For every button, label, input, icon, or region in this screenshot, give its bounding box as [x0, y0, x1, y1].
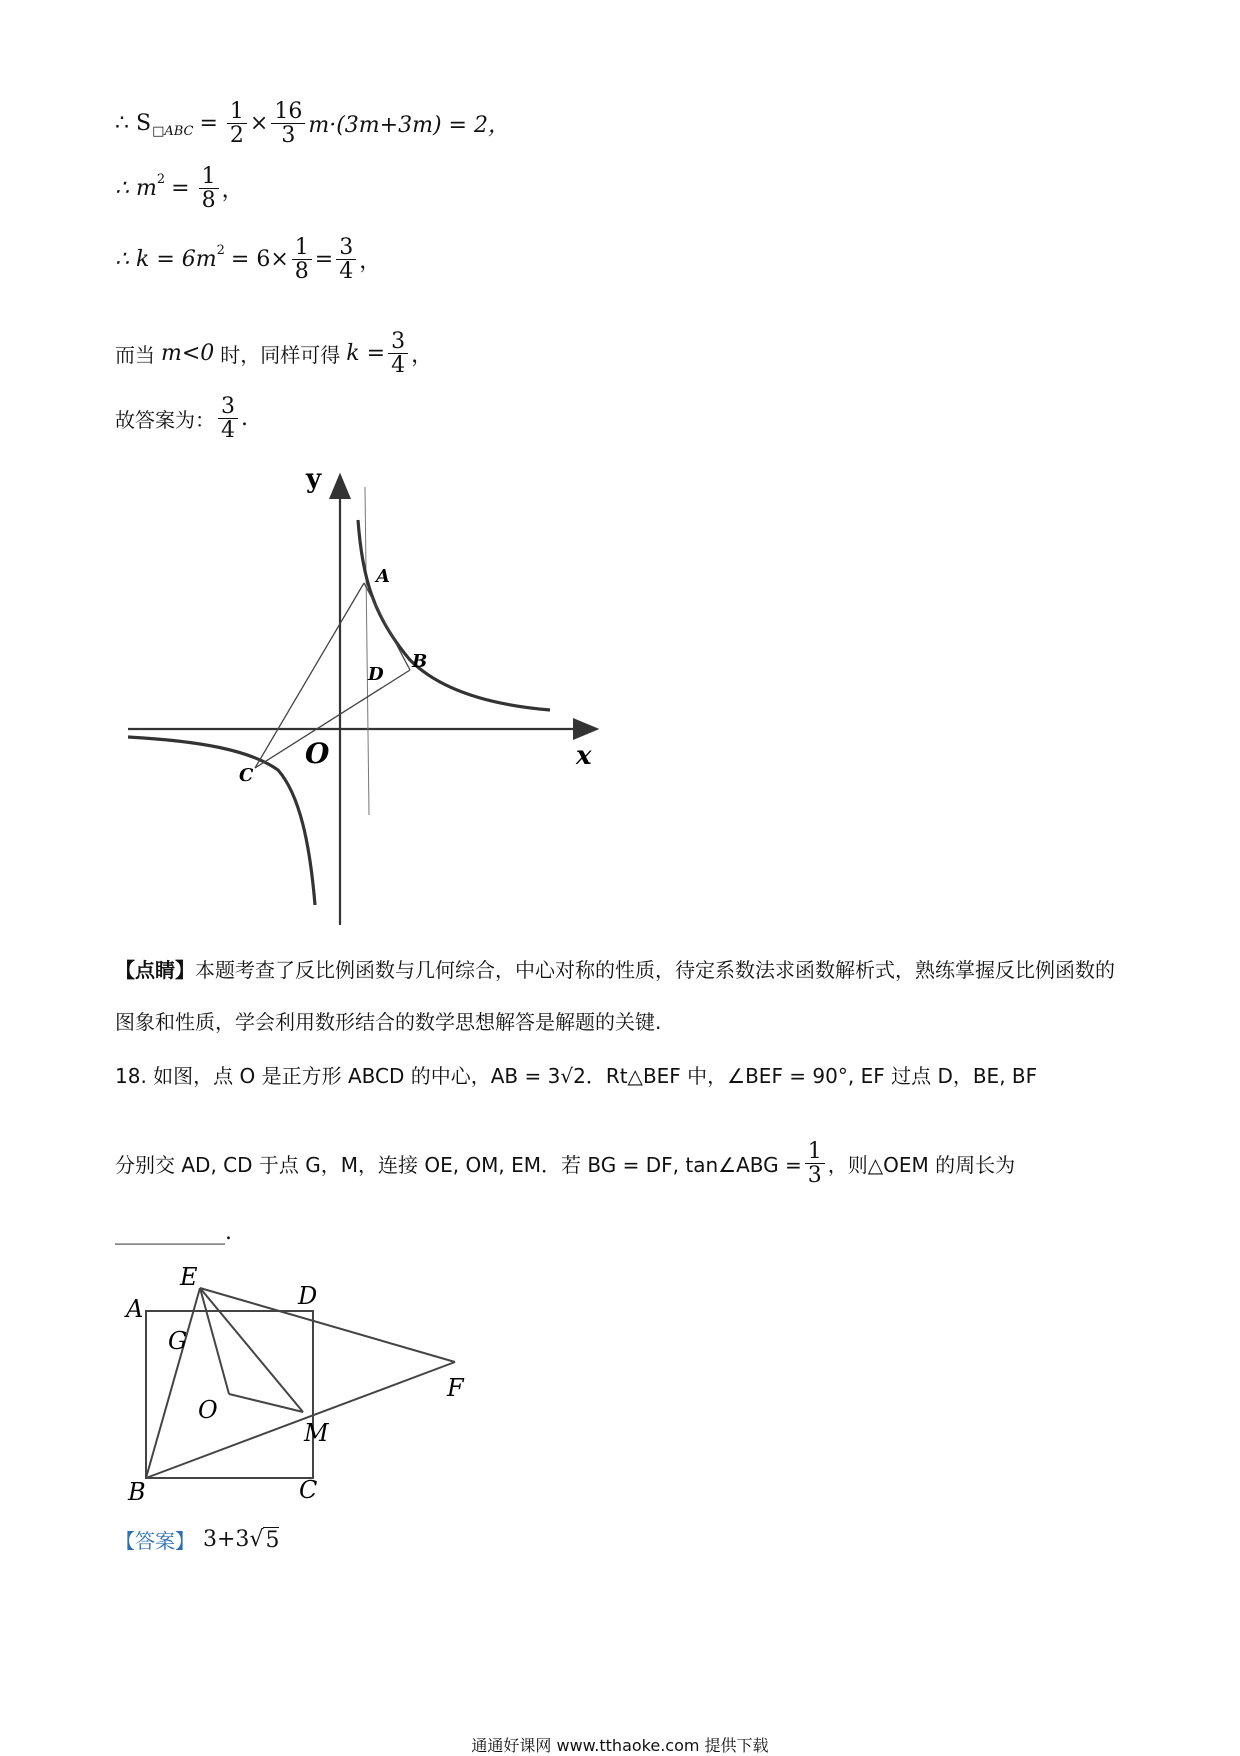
denominator: 8 [201, 188, 216, 214]
fraction [218, 395, 238, 442]
segment-ef [200, 1288, 455, 1362]
answer-line [115, 1525, 279, 1554]
text: 而当 [115, 343, 155, 368]
area-symbol: ∴ S [115, 111, 152, 137]
equals-sign: = [171, 176, 190, 202]
hyperbola-graph [110, 465, 610, 935]
denominator: 8 [294, 259, 309, 285]
answer-blank: __________. [115, 1220, 232, 1245]
tail: . [241, 406, 248, 432]
label-o: O [198, 1396, 218, 1424]
label-c: C [299, 1476, 318, 1504]
segment-ab [364, 583, 410, 670]
page-footer: 通通好课网 www.tthaoke.com 提供下载 [471, 1736, 769, 1755]
label-d: D [298, 1282, 318, 1310]
equals-sign: = [199, 111, 218, 137]
comment-paragraph [115, 944, 1125, 1048]
numerator: 1 [805, 1140, 825, 1164]
answer-blank-line [115, 1220, 232, 1245]
numerator: 16 [271, 100, 305, 124]
point-a-label: A [376, 566, 390, 587]
hyperbola-branch-left [128, 737, 315, 905]
answer-intro: 故答案为： [115, 408, 215, 433]
segment-be [146, 1288, 200, 1478]
comment-text: 本题考查了反比例函数与几何综合，中心对称的性质，待定系数法求函数解析式，熟练掌握反比例函数的图象和性质，学会利用数形结合的数学思想解答是解题的关键. [115, 958, 1115, 1034]
solution-line-2 [115, 165, 244, 212]
x-label: x [576, 741, 592, 771]
m-expression: ∴ m [115, 176, 157, 202]
tail: ， [221, 178, 244, 204]
point-d-label: D [368, 664, 384, 685]
tail: ， [411, 343, 434, 369]
label-b: B [128, 1478, 146, 1505]
fraction [199, 165, 219, 212]
m-condition: m<0 [161, 341, 215, 367]
problem-text: 18. 如图，点 O 是正方形 ABCD 的中心，AB = 3√2．Rt△BEF 中，∠BEF = 90°, EF 过点 D，BE, BF [115, 1064, 1038, 1088]
fraction [271, 100, 305, 147]
numerator: 3 [388, 330, 408, 354]
point-b-label: B [412, 651, 428, 672]
k-expression: ∴ k = 6m [115, 247, 217, 273]
solution-line-1 [115, 100, 510, 147]
text: 时，同样可得 [220, 343, 341, 368]
numerator: 3 [218, 395, 238, 419]
denominator: 4 [391, 353, 406, 379]
label-g: G [168, 1327, 188, 1355]
answer-value: 3+3 [203, 1527, 250, 1552]
solution-line-3 [115, 236, 381, 283]
label-f: F [447, 1374, 464, 1402]
denominator: 4 [221, 418, 235, 444]
label-m: M [304, 1419, 329, 1447]
problem-text: 分别交 AD, CD 于点 G，M，连接 OE, OM, EM．若 BG = DF, tan∠ABG = [115, 1153, 802, 1178]
hyperbola-branch-right [358, 520, 550, 710]
fraction [227, 100, 247, 147]
problem-text: ，则△OEM 的周长为 [827, 1153, 1016, 1178]
denominator: 3 [281, 123, 296, 149]
numerator: 1 [292, 236, 312, 260]
problem-18-line-1 [115, 1050, 1125, 1102]
numerator: 3 [336, 236, 356, 260]
times-sign: × [249, 111, 269, 137]
k-expression: k = [346, 341, 386, 367]
segment-om [229, 1394, 303, 1412]
point-c-label: C [239, 765, 254, 786]
expression-rest: m·(3m+3m) = 2， [308, 113, 510, 139]
tail: ， [359, 249, 382, 275]
fraction [805, 1140, 825, 1187]
vertical-line [365, 487, 369, 815]
answer-tag: 【答案】 [115, 1529, 195, 1553]
y-label: y [306, 465, 322, 494]
solution-line-4 [115, 330, 433, 377]
fraction [292, 236, 312, 283]
mid-expression: = 6× [230, 247, 289, 273]
segment-em [200, 1288, 303, 1412]
area-subscript: □ABC [152, 124, 194, 140]
sqrt-symbol: √ [249, 1527, 264, 1552]
label-a: A [126, 1295, 144, 1323]
fraction [336, 236, 356, 283]
origin-label: O [305, 737, 330, 770]
exponent: 2 [216, 243, 225, 259]
denominator: 4 [339, 259, 354, 285]
segment-cb [255, 670, 410, 768]
exponent: 2 [156, 172, 166, 188]
sqrt-radicand: 5 [265, 1527, 280, 1553]
fraction [388, 330, 408, 377]
problem-18-line-2 [115, 1140, 1015, 1187]
label-e: E [180, 1263, 198, 1291]
equals-sign: = [314, 247, 334, 273]
segment-bf [146, 1362, 455, 1478]
denominator: 3 [807, 1163, 822, 1189]
square-figure [110, 1255, 490, 1505]
comment-tag: 【点睛】 [115, 958, 195, 982]
numerator: 1 [199, 165, 219, 189]
solution-line-5 [115, 395, 248, 442]
numerator: 1 [227, 100, 247, 124]
denominator: 2 [229, 123, 244, 149]
